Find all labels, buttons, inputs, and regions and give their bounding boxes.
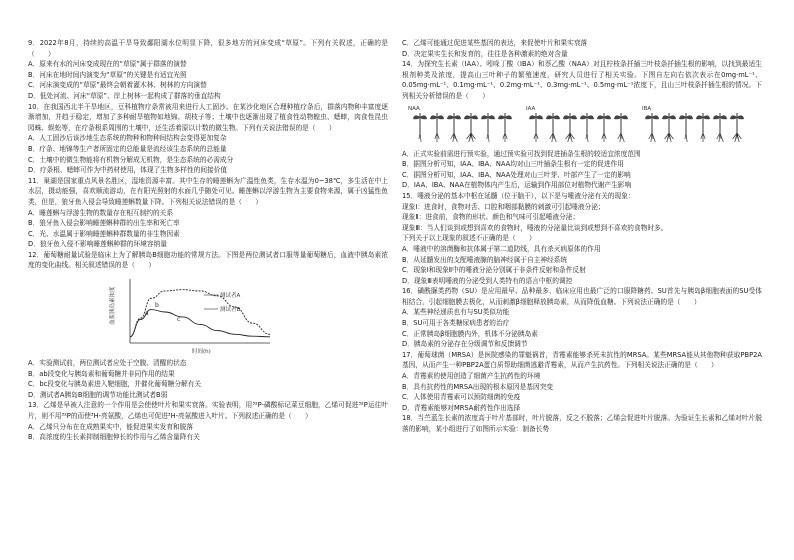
cutting-roots <box>685 133 687 142</box>
cutting-roots <box>503 133 507 142</box>
legend-b: 测试者B <box>220 307 241 314</box>
question-16-option-d: D．胰岛素的分泌存在分级调节和反馈调节 <box>402 340 528 349</box>
question-10-option-a: A．人工固沙后该沙地生态系统的物种和物种间结构会变得更加复杂 <box>28 134 227 143</box>
question-13-stem: 13．乙烯是早被人注意的一个作用是会使使叶片和果实衰落。实验表明，用³²P-磷酸标记菜豆细胞，乙烯可促进³²P运往叶片，则不用³²P的而使³H-亮氨酸，乙烯也可促进³H-亮氨酸进入叶片。下列叙述正确的是（ ） <box>28 401 388 421</box>
question-9-stem: 9．2022年8月，持续的高温干旱导致鄱阳湖水位明显下降，很多地方的河床变成“草原”。下列有关叙述，正确的是（ ） <box>28 39 388 58</box>
question-18-stem: 18．当苎蓝生长素的浓度高于叶片基部时，叶片脱落，反之不脱落；乙烯会促进叶片脱落。为验证生长素和乙烯对叶片脱落的影响，某小组进行了如图所示实验：制备长势 <box>402 414 762 433</box>
point-label-c: c <box>177 316 181 324</box>
cutting-roots <box>618 133 625 142</box>
question-13-option-d: D．决定果实生长和发育的，往往是各种激素的绝对含量 <box>402 49 568 58</box>
cutting-roots <box>419 133 421 142</box>
question-13-option-a: A．乙烯只分布在在成熟果实中，能促进果实发育和脱落 <box>28 422 194 431</box>
point-label-a: a <box>145 310 149 318</box>
question-14-option-a: A．正式实验前需进行预实验，通过预实验可找到促进插条生根的较适宜浓度范围 <box>402 149 641 158</box>
cutting-roots <box>487 133 489 142</box>
question-10-option-d: D．疗条根、蟋蟀可作为中药材使用，体现了生物多样性的间接价值 <box>28 166 228 175</box>
cutting-roots <box>649 133 656 142</box>
question-17-option-c: C．人体使用青霉素可以预防细菌的免疫 <box>402 393 521 402</box>
question-12-option-a: A．实验测试前，两位测试者应处于空腹、清醒的状态 <box>28 359 187 368</box>
question-9-option-d: D．低处河流、河床“草原”、岸上树林一起构成了群落的垂直结构 <box>28 91 221 100</box>
question-10-stem: 10．在我国西北半干旱地区，豆科植物疗条常被用来进行人工固沙。在某沙化地区合理种植疗条后，群落内物种丰富度逐渐增加，并趋于稳定，增加了多种耐旱植物如地锦、胡枝子等；土壤中也逐渐出现了植食性动物蝗虫、蟋蟀，肉食性昆虫园蛛、蜈蚣等，在疗条根系周围的土壤中，还生活着原以计数的微生物。下列有关说法错误的是（ ） <box>28 102 388 132</box>
question-16-option-c: C．正常胰岛β细胞膜内外，机体不分泌胰岛素 <box>402 329 538 338</box>
cutting-roots <box>550 133 557 142</box>
question-16-option-b: B．SU可用于各类糖尿病患者的治疗 <box>402 319 510 328</box>
series-line-b <box>130 310 270 337</box>
question-16-option-a: A．某些神经递质也有与SU类似功能 <box>402 308 510 317</box>
cutting-roots <box>566 133 575 142</box>
rooting-figure <box>402 103 762 147</box>
question-12-option-b: B．ab段变化与胰岛素和葡萄糖并非同作用的结果 <box>28 369 175 378</box>
question-15-line-2: 现象Ⅱ：进食前，食物的形状、颜色和气味可引起唾液分泌； <box>402 213 580 222</box>
question-10-option-c: C．土壤中的微生物能将有机物分解成无机物，是生态系统的必需成分 <box>28 155 234 164</box>
point-label-b: b <box>155 302 159 310</box>
question-14-option-c: C．据图分析可知，IAA、IBA、NAA处理对山三叶芽、叶部产生了一定的影响 <box>402 170 631 179</box>
insulin-chart <box>28 273 388 357</box>
question-17-option-a: A．青霉素的使用创造了细菌产生抗药性的环境 <box>402 372 541 381</box>
question-12-stem: 12．葡萄糖耐量试验是临床上为了解胰岛B细胞功能的常规方法。下图是两位测试者口服等量葡萄糖后，血液中胰岛素浓度的变化曲线。相关叙述错误的是（ ） <box>28 250 388 270</box>
question-17-option-d: D．青霉素能够对MRSA耐药性作出选择 <box>402 403 521 412</box>
question-15-line-4: 下列关于以上现象的叙述不正确的是（ ） <box>402 234 536 243</box>
question-9-option-a: A．原来有水的河床变成现在的“草原”属于群落的演替 <box>28 60 187 69</box>
question-11-option-d: D．狼牙鱼入侵不影响睡莲蝌种群的环境容纳量 <box>28 240 167 249</box>
question-14-stem: 14．为探究生长素（IAA）、吲哚丁酸（IBA）和萘乙酸（NAA）对且柠枝条扦插三叶枝条扦插生根的影响，以找到最适生根剂种类及浓度，提高山三叶种子的繁殖速度，研究人员进行了相关实验。下图自左向右依次表示在0mg·mL⁻¹、0.05mg·mL⁻¹、0.1mg·mL⁻¹、0.2mg·mL⁻¹、0.3mg·mL⁻¹、0.5mg·mL⁻¹浓度下，且山三叶枝条扦插生根的情况。下列相关分析错误的是（ ） <box>402 60 762 100</box>
cutting-sketches <box>413 113 744 142</box>
cutting-roots <box>733 133 742 142</box>
question-15-line-3: 现象Ⅲ：当人们谈到或想到喜欢的食物时，唾液的分泌量比谈到或想到不喜欢的食物时多。 <box>402 223 668 232</box>
question-10-option-b: B．疗条、地锦等生产者所固定的总能量是流经该生态系统的总能量 <box>28 144 227 153</box>
legend-a: 测试者A <box>220 293 241 300</box>
cutting-roots <box>602 133 606 142</box>
question-15-line-1: 现象Ⅰ：进食时，食物对舌、口腔和咽部黏膜的刺激可引起唾液分泌； <box>402 202 605 211</box>
left-column <box>28 38 388 443</box>
question-17-option-b: B．具有抗药性的MRSA出现的根本原因是基因突变 <box>402 382 554 391</box>
fig-label-naa: NAA <box>408 105 420 112</box>
question-12-option-c: C．bc段变化与胰岛素进入靶细胞，并催化葡萄糖分解有关 <box>28 380 202 389</box>
question-11-option-c: C．光、水温属于影响睡莲蝌种群数量的非生物因素 <box>28 229 180 238</box>
question-11-option-a: A．睡莲蝌与浮游生物的数量存在相互制约的关系 <box>28 208 174 217</box>
y-axis-label: 血浆胰岛素浓度 <box>110 286 116 326</box>
question-14-option-d: D．IAA、IBA、NAA在植物体内产生后，运输到作用部位对植物代谢产生影响 <box>402 181 632 190</box>
question-13-option-b: B．高浓度的生长素抑制细胞伸长的作用与乙烯含量降有关 <box>28 433 200 442</box>
right-column <box>402 38 762 435</box>
cutting-roots <box>435 133 439 142</box>
question-9-option-b: B．河床在地时间内演变为“草原”的关键是有适宜光照 <box>28 70 187 79</box>
x-axis-label: 时间(h) <box>192 349 211 356</box>
cutting-roots <box>467 133 476 142</box>
cutting-roots <box>451 133 458 142</box>
question-12-option-d: D．测试者A胰岛B细胞的调节功能比测试者B弱 <box>28 390 168 399</box>
series-line-a <box>130 290 270 337</box>
question-11-option-b: B．狼牙鱼入侵会影响睡莲蝌种群的出生率和死亡率 <box>28 219 180 228</box>
cutting-roots <box>586 133 588 142</box>
cutting-roots <box>665 133 674 142</box>
cutting-roots <box>701 133 705 142</box>
cutting-roots <box>534 133 538 142</box>
question-16-stem: 16．磺酰脲类药物（SU）是应用最早、品种最多、临床应用也最广泛的口服降糖药。SU首先与胰岛β细胞表面的SU受体相结合，引起细胞膜去极化，从而刺激β细胞释放胰岛素，从而降低血糖。下列说法正确的是（ ） <box>402 287 762 306</box>
rooting-figure-svg <box>406 103 758 147</box>
question-15-option-d: D．现象Ⅲ表明唾液的分泌受到人类特有的语言中枢的调控 <box>402 276 573 285</box>
question-13-option-c: C．乙烯可能通过促进某些基因的表达，来促使叶片和果实衰落 <box>402 39 588 47</box>
insulin-chart-svg <box>100 273 310 357</box>
question-15-option-b: B．从延髓发出的支配唾液腺的脑神经属于自主神经系统 <box>402 255 568 264</box>
question-17-stem: 17．葡萄球菌（MRSA）是医院感染的罪魁祸首，青霉素能够杀死未抗性的MRSA。某些MRSA能从其他物种获取PBP2A基因，从而产生一种PBP2A蛋白质帮助细菌逃避青霉素，从而产生抗药性。下列相关说法正确的是（ ） <box>402 350 762 370</box>
fig-label-iaa: IAA <box>526 105 536 112</box>
question-15-option-c: C．现象Ⅰ和现象Ⅱ中的唾液分泌分别属于非条件反射和条件反射 <box>402 266 586 275</box>
fig-label-iba: IBA <box>642 105 652 112</box>
question-11-stem: 11．巢湖是国家重点风景名胜区，湿地资源丰富。其中生存的睡莲蝌为广温性鱼类，生存水温为0~38℃，多生活在中上水层，摄动能强，喜欢顺流游动，在有阳光照射的水面几乎随处可见。睡莲蝌以浮游生物为主要食物来源，属于凶猛性鱼类，但是，狼牙鱼入侵会导致睡莲蝌数量下降。下列相关说法错误的是（ ） <box>28 176 388 206</box>
question-14-option-b: B．据图分析可知，IAA、IBA、NAA均对山三叶插条生根有一定的促进作用 <box>402 160 624 169</box>
question-15-stem: 15．唾液分泌的基本中枢在延髓（位于脑干），以下是与唾液分泌有关的现象： <box>402 191 635 200</box>
question-9-option-c: C．河床演变成的“草原”最终会朝着灌木林、树林的方向演替 <box>28 81 207 90</box>
question-15-option-a: A．唾液中的溶菌酶和抗体属于第二道防线，具有杀灭病原体的作用 <box>402 244 601 253</box>
cutting-roots <box>717 133 724 142</box>
